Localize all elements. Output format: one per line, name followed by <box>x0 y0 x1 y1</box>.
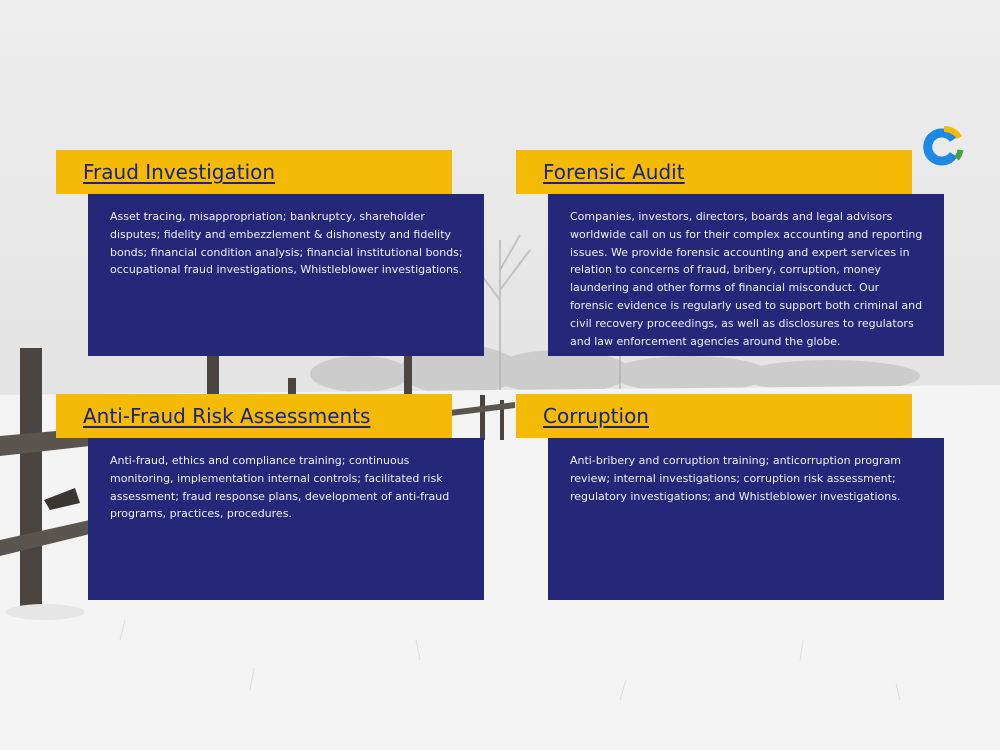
card-body <box>88 438 484 600</box>
card-description: Asset tracing, misappropriation; bankruptcy, shareholder disputes; fidelity and embezzlement & dishonesty and fidelity bonds; financial condition analysis; financial institutional bonds; occupational fraud investigations, Whistleblower investigations. <box>110 210 463 277</box>
card-body <box>548 194 944 356</box>
card-title: Corruption <box>543 404 649 428</box>
card-description: Anti-fraud, ethics and compliance training; continuous monitoring, implementation internal controls; facilitated risk assessment; fraud response plans, development of anti-fraud programs, practices, procedures. <box>110 454 450 521</box>
card-description: Companies, investors, directors, boards and legal advisors worldwide call on us for their complex accounting and reporting issues. We provide forensic accounting and expert services in relation to concerns of fraud, bribery, corruption, money laundering and other forms of financial misconduct. Our forensic evidence is regularly used to support both criminal and civil recovery proceedings, as well as disclosures to regulators and law enforcement agencies around the globe. <box>570 210 923 348</box>
card-title-bar <box>516 394 912 438</box>
card-title: Anti-Fraud Risk Assessments <box>83 404 371 428</box>
card-body <box>88 194 484 356</box>
card-description: Anti-bribery and corruption training; anticorruption program review; internal investigations; corruption risk assessment; regulatory investigations; and Whistleblower investigations. <box>570 454 902 503</box>
card-title: Forensic Audit <box>543 160 685 184</box>
card-title: Fraud Investigation <box>83 160 276 184</box>
card-title-bar <box>56 394 452 438</box>
card-title-bar <box>516 150 912 194</box>
card-body <box>548 438 944 600</box>
circular-arc-logo-icon <box>918 124 968 170</box>
card-title-bar <box>56 150 452 194</box>
